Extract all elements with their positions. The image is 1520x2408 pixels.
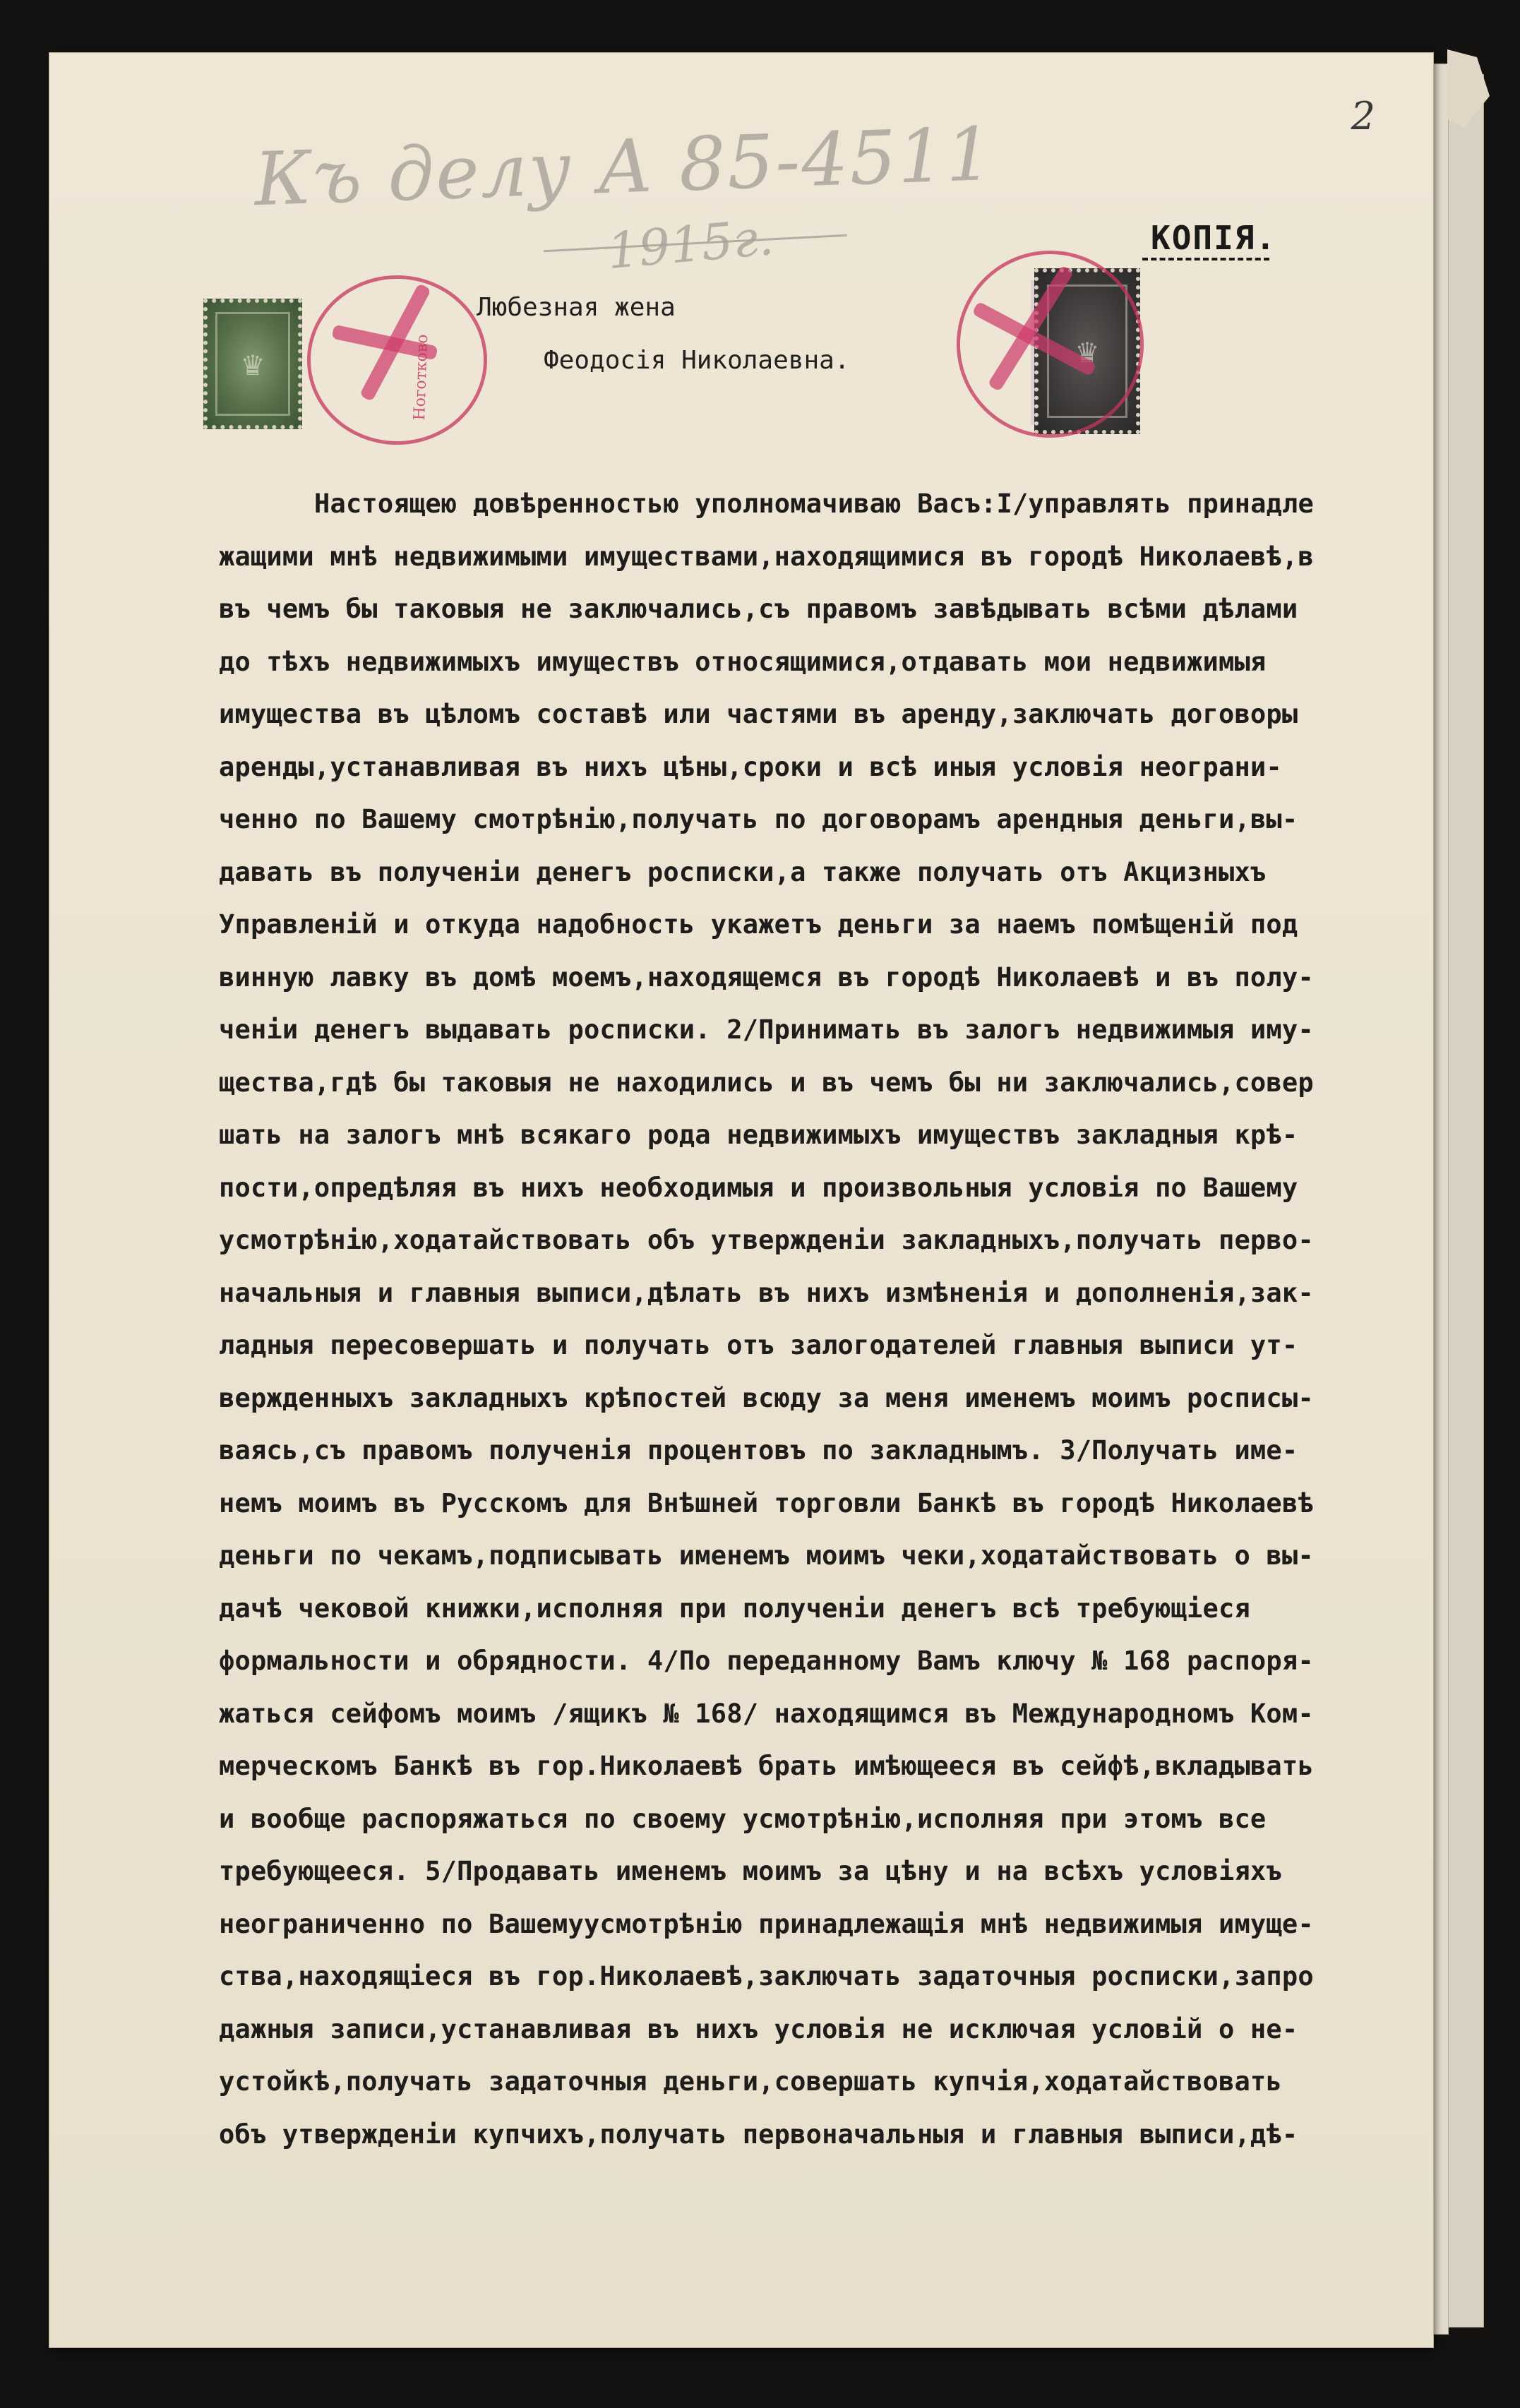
revenue-stamp-green [203,299,302,429]
text-line: неограниченно по Вашемуусмотрѣнiю принадлежащiя мнѣ недвижимыя имуще- [219,1908,1314,1939]
text-line: жаться сейфомъ моимъ /ящикъ № 168/ находящимся въ Международномъ Ком- [219,1698,1314,1729]
text-line: формальности и обрядности. 4/По переданному Вамъ ключу № 168 распоря- [219,1646,1314,1676]
text-line: начальныя и главныя выписи,дѣлать въ нихъ измѣненiя и дополненiя,зак- [219,1277,1314,1308]
text-line: жащими мнѣ недвижимыми имуществами,находящимися въ городѣ Николаевѣ,в [219,541,1314,572]
text-line: ладныя пересовершать и получать отъ залогодателей главныя выписи ут- [219,1330,1298,1360]
text-line: мерческомъ Банкѣ въ гор.Николаевѣ брать имѣющееся въ сейфѣ,вкладывать [219,1751,1314,1781]
text-line: ченно по Вашему смотрѣнiю,получать по договорамъ арендныя деньги,вы- [219,804,1298,834]
eagle-icon: ♛ [1077,331,1098,371]
text-line: винную лавку въ домѣ моемъ,находящемся въ городѣ Николаевѣ и въ полу- [219,962,1314,993]
text-line: и вообще распоряжаться по своему усмотрѣнiю,исполняя при этомъ все [219,1803,1267,1834]
text-line: дачѣ чековой книжки,исполняя при полученiи денегъ всѣ требующiеся [219,1593,1250,1624]
document-body [219,478,1405,2161]
folio-number: 2 [1351,94,1375,138]
text-line: вержденныхъ закладныхъ крѣпостей всюду за меня именемъ моимъ росписы- [219,1382,1314,1413]
stamp-mark-text: Ноготково [411,334,432,421]
pencil-year: 1915г. [604,208,776,281]
text-line: давать въ полученiи денегъ росписки,а также получать отъ Акцизныхъ [219,856,1267,887]
text-line: пости,опредѣляя въ нихъ необходимыя и произвольныя условiя по Вашему [219,1172,1298,1203]
text-line: ства,находящiеся въ гор.Николаевѣ,заключать задаточныя росписки,запро [219,1961,1314,1991]
text-line: усмотрѣнiю,ходатайствовать объ утвержденiи закладныхъ,получать перво- [219,1225,1314,1255]
eagle-icon: ♛ [242,344,263,384]
salutation-line: Феодосiя Николаевна. [544,346,850,375]
text-line: шать на залогъ мнѣ всякаго рода недвижимыхъ имуществъ закладныя крѣ- [219,1120,1298,1150]
text-line: имущества въ цѣломъ составѣ или частями въ аренду,заключать договоры [219,699,1298,729]
text-line: Управленiй и откуда надобность укажетъ деньги за наемъ помѣщенiй под [219,909,1298,940]
text-line: немъ моимъ въ Русскомъ для Внѣшней торговли Банкѣ въ городѣ Николаевѣ [219,1487,1314,1519]
cancellation-seal [307,275,487,445]
salutation-line: Любезная жена [477,293,676,322]
text-line: Настоящею довѣренностью уполномачиваю Васъ:I/управлять принадле [314,489,1314,519]
text-line: въ чемъ бы таковыя не заключались,съ правомъ завѣдывать всѣми дѣлами [219,594,1298,624]
text-line: деньги по чекамъ,подписывать именемъ моимъ чеки,ходатайствовать о вы- [219,1540,1314,1571]
text-line: до тѣхъ недвижимыхъ имуществъ относящимися,отдавать мои недвижимыя [219,646,1267,677]
text-line: дажныя записи,устанавливая въ нихъ условiя не исключая условiй о не- [219,2013,1298,2044]
text-line: объ утвержденiи купчихъ,получать первоначальныя и главныя выписи,дѣ- [219,2119,1298,2150]
text-line: ченiи денегъ выдавать росписки. 2/Принимать въ залогъ недвижимыя иму- [219,1014,1314,1045]
pencil-annotation: Къ делу А 85-4511 [253,110,995,223]
text-line: ваясь,съ правомъ полученiя процентовъ по закладнымъ. 3/Получать име- [219,1435,1298,1466]
text-line: требующееся. 5/Продавать именемъ моимъ за цѣну и на всѣхъ условiяхъ [219,1856,1282,1886]
document-page [49,53,1433,2347]
text-line: щества,гдѣ бы таковыя не находились и въ чемъ бы ни заключались,совер [219,1067,1314,1098]
heading-underline [1142,258,1269,260]
text-line: аренды,устанавливая въ нихъ цѣны,сроки и всѣ иныя условiя неограни- [219,751,1282,782]
copy-heading: КОПIЯ. [1151,219,1277,257]
text-line: устойкѣ,получать задаточныя деньги,совершать купчiя,ходатайствовать [219,2066,1282,2097]
